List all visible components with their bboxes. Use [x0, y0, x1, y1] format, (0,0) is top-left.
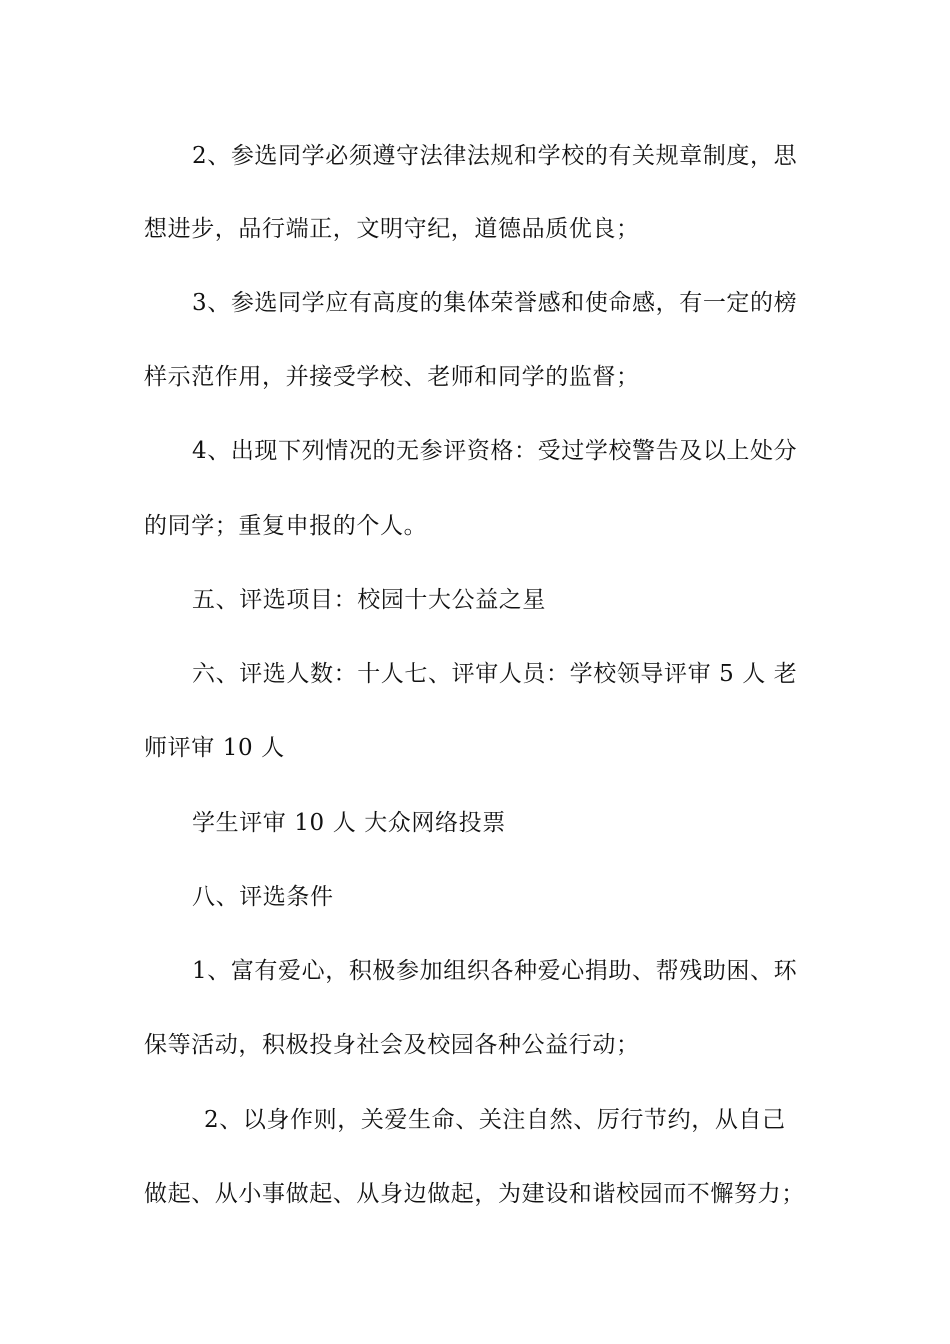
paragraph-line: 3、参选同学应有高度的集体荣誉感和使命感，有一定的榜: [192, 290, 798, 316]
paragraph-line: 学生评审 10 人 大众网络投票: [192, 810, 506, 836]
paragraph-line: 4、出现下列情况的无参评资格：受过学校警告及以上处分: [192, 438, 798, 464]
paragraph-line: 2、参选同学必须遵守法律法规和学校的有关规章制度，思: [192, 143, 798, 169]
paragraph-line: 样示范作用，并接受学校、老师和同学的监督；: [144, 364, 640, 390]
paragraph-line: 师评审 10 人: [144, 735, 285, 761]
paragraph-line: 做起、从小事做起、从身边做起，为建设和谐校园而不懈努力；: [144, 1181, 805, 1207]
paragraph-line: 保等活动，积极投身社会及校园各种公益行动；: [144, 1032, 640, 1058]
paragraph-line: 的同学；重复申报的个人。: [144, 513, 428, 539]
paragraph-line: 想进步，品行端正，文明守纪，道德品质优良；: [144, 216, 640, 242]
paragraph-line: 1、富有爱心，积极参加组织各种爱心捐助、帮残助困、环: [192, 958, 798, 984]
paragraph-line: 2、以身作则，关爱生命、关注自然、厉行节约，从自己: [204, 1107, 786, 1133]
paragraph-line: 六、评选人数：十人七、评审人员：学校领导评审 5 人 老: [192, 661, 798, 687]
section-heading: 八、评选条件: [192, 884, 334, 910]
section-heading: 五、评选项目：校园十大公益之星: [192, 587, 546, 613]
